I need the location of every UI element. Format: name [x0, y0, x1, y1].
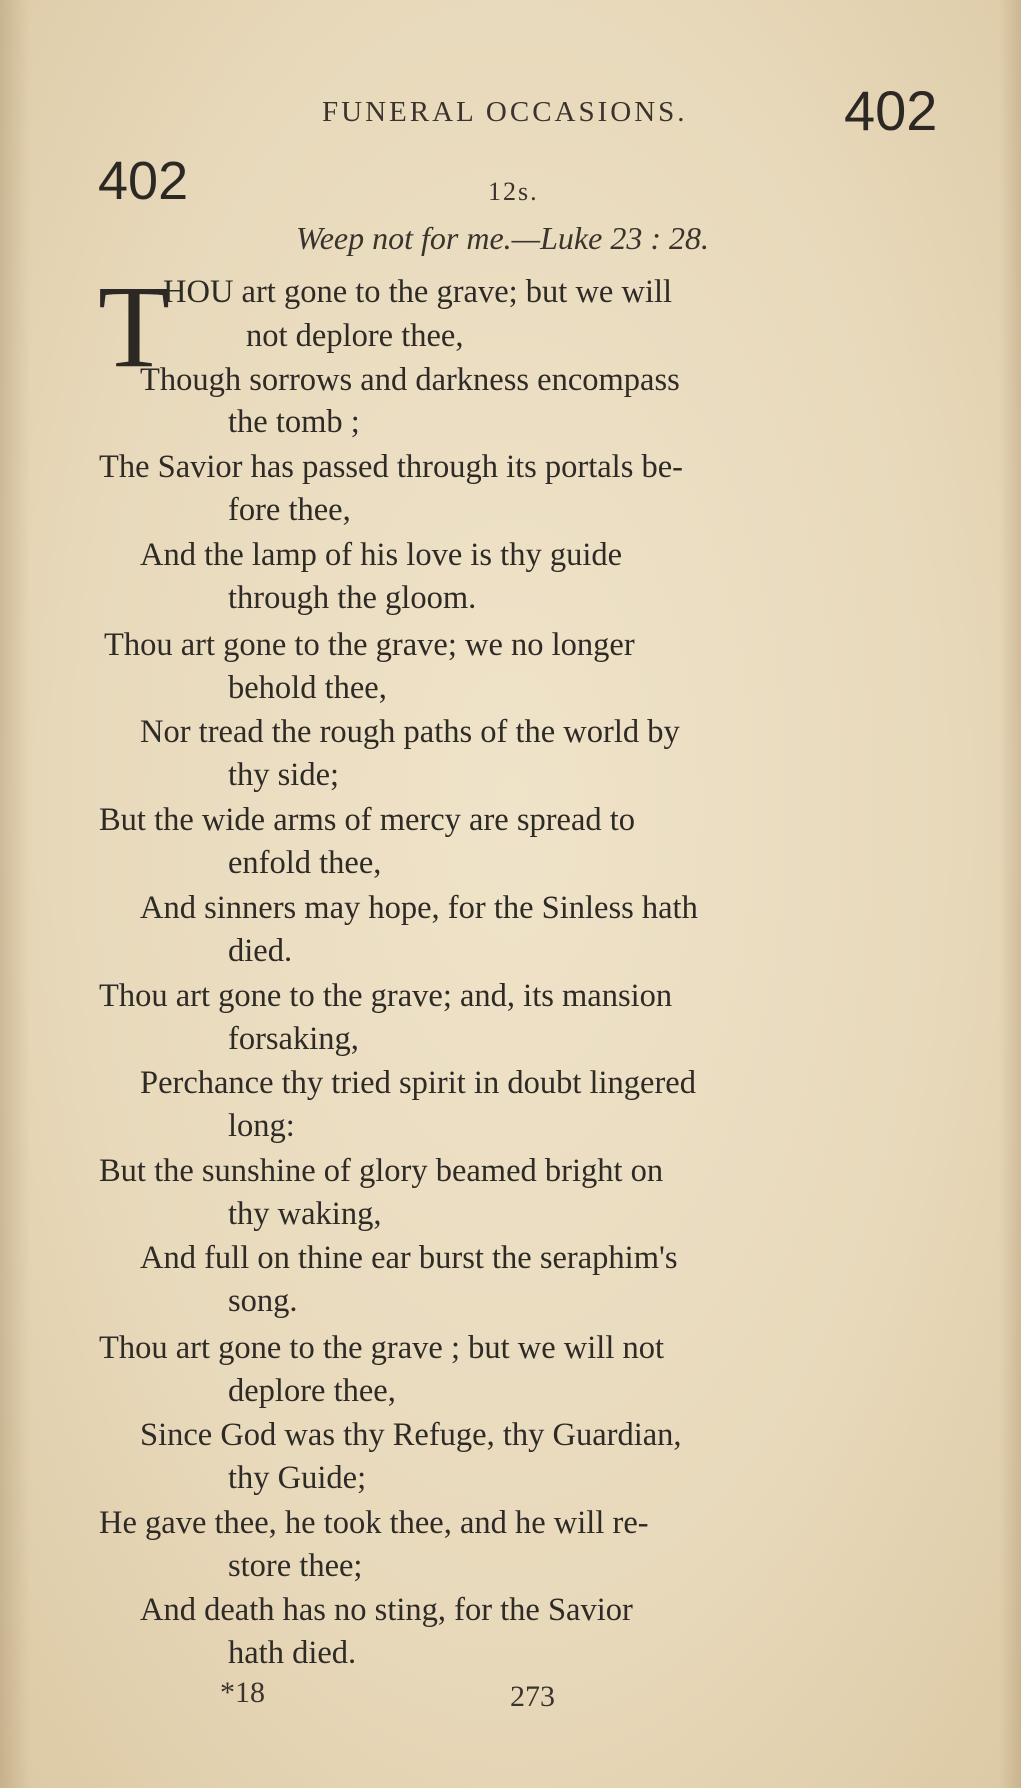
verse-line: forsaking,: [228, 1021, 359, 1057]
verse-line: long:: [228, 1108, 295, 1144]
verse-line: Nor tread the rough paths of the world by: [140, 714, 680, 750]
verse-line: And the lamp of his love is thy guide: [140, 537, 623, 573]
hymn-number: 402: [98, 151, 189, 211]
hymn-meter: 12s.: [488, 177, 539, 206]
page-edge-shadow-left: [0, 0, 30, 1788]
verse-line: store thee;: [228, 1548, 363, 1584]
verse-line: thy side;: [228, 757, 340, 793]
verse-line: hath died.: [228, 1635, 357, 1671]
verse-line: behold thee,: [228, 670, 387, 706]
verse-line: enfold thee,: [228, 845, 382, 881]
running-header-title: FUNERAL OCCASIONS.: [322, 96, 688, 128]
verse-line: Thou art gone to the grave ; but we will not: [99, 1330, 665, 1366]
verse-line: The Savior has passed through its portals be-: [99, 449, 683, 485]
verse-line: thy waking,: [228, 1196, 382, 1232]
verse-line: song.: [228, 1283, 298, 1319]
verse-line: through the gloom.: [228, 580, 477, 616]
verse-line: fore thee,: [228, 492, 351, 528]
verse-line: died.: [228, 933, 293, 969]
verse-line: But the sunshine of glory beamed bright on: [99, 1153, 664, 1189]
verse-line: Perchance thy tried spirit in doubt lingered: [140, 1065, 696, 1101]
verse-line: And death has no sting, for the Savior: [140, 1592, 633, 1628]
verse-line: And full on thine ear burst the seraphim's: [140, 1240, 678, 1276]
verse-line: Thou art gone to the grave; and, its mansion: [99, 978, 673, 1014]
hymn-epigraph: Weep not for me.—Luke 23 : 28.: [296, 220, 709, 256]
signature-mark: *18: [220, 1676, 265, 1709]
verse-line: Thou art gone to the grave; we no longer: [104, 627, 635, 663]
verse-line: thy Guide;: [228, 1460, 367, 1496]
running-header-number: 402: [844, 79, 938, 142]
verse-line: Since God was thy Refuge, thy Guardian,: [140, 1417, 682, 1453]
page-edge-shadow-right: [999, 0, 1021, 1788]
verse-line: the tomb ;: [228, 404, 360, 440]
verse-line: HOU art gone to the grave; but we will: [163, 274, 673, 310]
drop-cap: T: [98, 261, 171, 392]
verse-line: He gave thee, he took thee, and he will re-: [99, 1505, 649, 1541]
verse-line: deplore thee,: [228, 1373, 396, 1409]
verse-line: Though sorrows and darkness encompass: [140, 362, 680, 398]
page-number: 273: [510, 1680, 555, 1713]
verse-line: But the wide arms of mercy are spread to: [99, 802, 636, 838]
verse-line: And sinners may hope, for the Sinless hath: [140, 890, 698, 926]
verse-line: not deplore thee,: [246, 318, 464, 354]
